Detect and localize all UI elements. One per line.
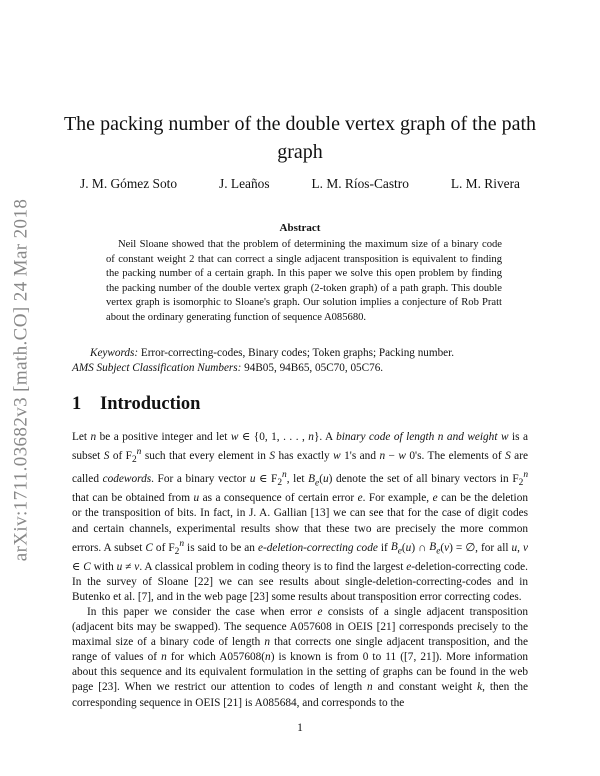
keywords-text: Error-correcting-codes, Binary codes; Token graphs; Packing number. — [140, 347, 455, 359]
paper-title: The packing number of the double vertex graph of the path graph — [63, 113, 537, 163]
author: L. M. Ríos-Castro — [311, 176, 409, 191]
section-number: 1 — [72, 394, 82, 414]
page-number: 1 — [297, 722, 303, 734]
msc-text: 94B05, 94B65, 05C70, 05C76. — [244, 362, 384, 374]
section-title: Introduction — [100, 394, 201, 414]
paragraph: In this paper we consider the case when error e consists of a single adjacent transposition (adjacent bits may be swapped). The sequence A057608 in OEIS [21] corresponds precisely to the maximal size of a binary code of length n that corrects one single adjacent transposition, and the range of values of n for which A057608(n) is known is from 0 to 11 ([7, 21]). More information about this sequence and its equivalent formulation in the setting of graphs can be found in the web page [23]. When we restrict our attention to codes of length n and constant weight k, then the corresponding sequence in OEIS [21] is A085684, and corresponds to the — [72, 605, 528, 709]
arxiv-id: arXiv:1711.03682v3 [math.CO] 24 Mar 2018 — [10, 198, 31, 562]
abstract-heading: Abstract — [279, 222, 321, 234]
author: J. M. Gómez Soto — [80, 176, 178, 191]
section-heading — [72, 394, 200, 415]
author: J. Leaños — [218, 176, 270, 191]
author-list — [80, 176, 520, 192]
msc-label: AMS Subject Classification Numbers: — [72, 362, 242, 374]
paragraph: Let n be a positive integer and let w ∈ {0, 1, . . . , n}. A binary code of length n and weight w is a subset S of $F_2^n$ such that every element in S has exactly w 1's and n − w 0's. The elements of S are called codewords. For a binary vector u ∈ $F_2^n$, let $B_e(u)$ denote the set of all binary vectors in $F_2^n$ that can be obtained from u as a consequence of certain error e. For example, e can be the deletion or the transposition of bits. In fact, in J. A. Gallian [13] we can see that for the case of digit codes and certain channels, experimental results show that these two are precisely the more common errors. A subset C of $F_2^n$ is said to be an e-deletion-correcting code if $B_e(u)$ ∩ $B_e(v)$ = ∅, for all u, v ∈ C with u ≠ v. A classical problem in coding theory is to find the largest e-deletion-correcting code. In the survey of Sloane [22] we can see results about single-deletion-correcting-codes and in Butenko et al. [7], and in the web page [23] some results about transposition error correcting codes. — [72, 431, 529, 603]
keywords-label: Keywords: — [90, 347, 139, 359]
abstract-text: Neil Sloane showed that the problem of determining the maximum size of a binary code of constant weight 2 that can correct a single adjacent transposition is equivalent to finding the packing number of a certain graph. In this paper we solve this open problem by finding the packing number of the double vertex graph (2-token graph) of a path graph. This double vertex graph is isomorphic to Sloane's graph. Our solution implies a conjecture of Rob Pratt about the ordinary generating function of sequence A085680. — [106, 239, 502, 323]
introduction-body — [72, 430, 528, 711]
arxiv-stamp — [6, 190, 36, 570]
author: L. M. Rivera — [450, 176, 520, 191]
keywords-block — [72, 346, 530, 376]
